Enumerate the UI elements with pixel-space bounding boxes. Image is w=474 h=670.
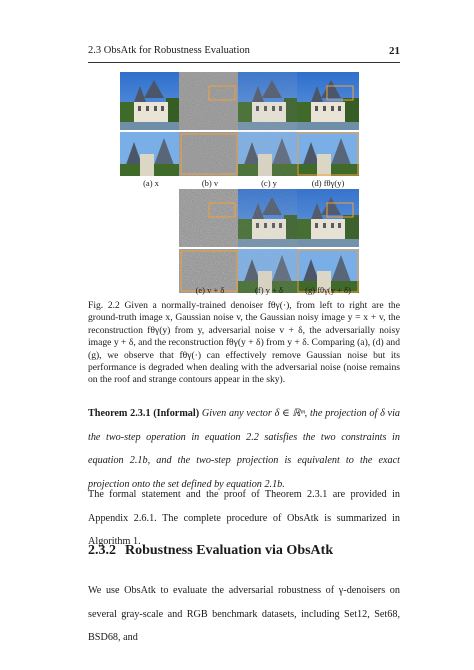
label-a: (a) x [143,178,159,188]
subsection-heading [88,543,400,561]
paragraph-procedure: The formal statement and the proof of Theorem 2.3.1 are provided in Appendix 2.6.1. The complete procedure of ObsAtk is summarized in Algorithm 1. [88,489,400,548]
page-number: 21 [389,45,400,57]
running-head [88,45,400,59]
subsection-title: Robustness Evaluation via ObsAtk [125,543,334,558]
label-c: (c) y [261,178,277,188]
caption-label: Fig. 2.2 [88,300,120,311]
paragraph-evaluation: We use ObsAtk to evaluate the adversarial robustness of γ-denoisers on several gray-scale and RGB benchmark datasets, including Set12, Set68, BSD68, and [88,585,400,644]
subsection-number: 2.3.2 [88,543,116,558]
figure-panel-f [238,189,300,293]
figure-panel-d [297,72,359,176]
figure-panel-g [297,189,359,293]
label-d: (d) fθγ(y) [311,178,345,188]
header-rule [88,62,400,63]
figure-panel-e [179,189,241,293]
label-f: (f) y + δ [255,285,283,295]
figure-caption [88,300,400,387]
figure-panel-b [179,72,241,176]
label-e: (e) v + δ [195,285,225,295]
caption-text: Given a normally-trained denoiser fθγ(·), from left to right are the ground-truth image x, Gaussian noise v, the Gaussian noisy image y = x + v, the reconstruction fθγ(y) from y, adversarial noise v + δ, the adversarially noisy image y + δ, and the reconstruction fθγ(y + δ) from y + δ. Comparing (a), (d) and (g), we observe that fθγ(·) can effectively remove Gaussian noise but its performance is degraded when dealing with the adversarial noise (noise remains on the roof and strange contours appear in the sky). [88,300,400,386]
theorem-body: Given any vector δ ∈ ℝᵐ, the projection of δ via the two-step operation in equation 2.2 satisfies the two constraints in equation 2.1b, and the two-step projection is equivalent to the exact projection onto the set defined by equation 2.1b. [88,408,400,490]
figure-panel-c [238,72,300,176]
label-b: (b) v [201,178,219,188]
figure-panel-a [120,72,182,176]
label-g: (g) fθγ(y + δ) [305,285,351,295]
section-title: 2.3 ObsAtk for Robustness Evaluation [88,45,250,56]
theorem-head: Theorem 2.3.1 (Informal) [88,408,200,419]
